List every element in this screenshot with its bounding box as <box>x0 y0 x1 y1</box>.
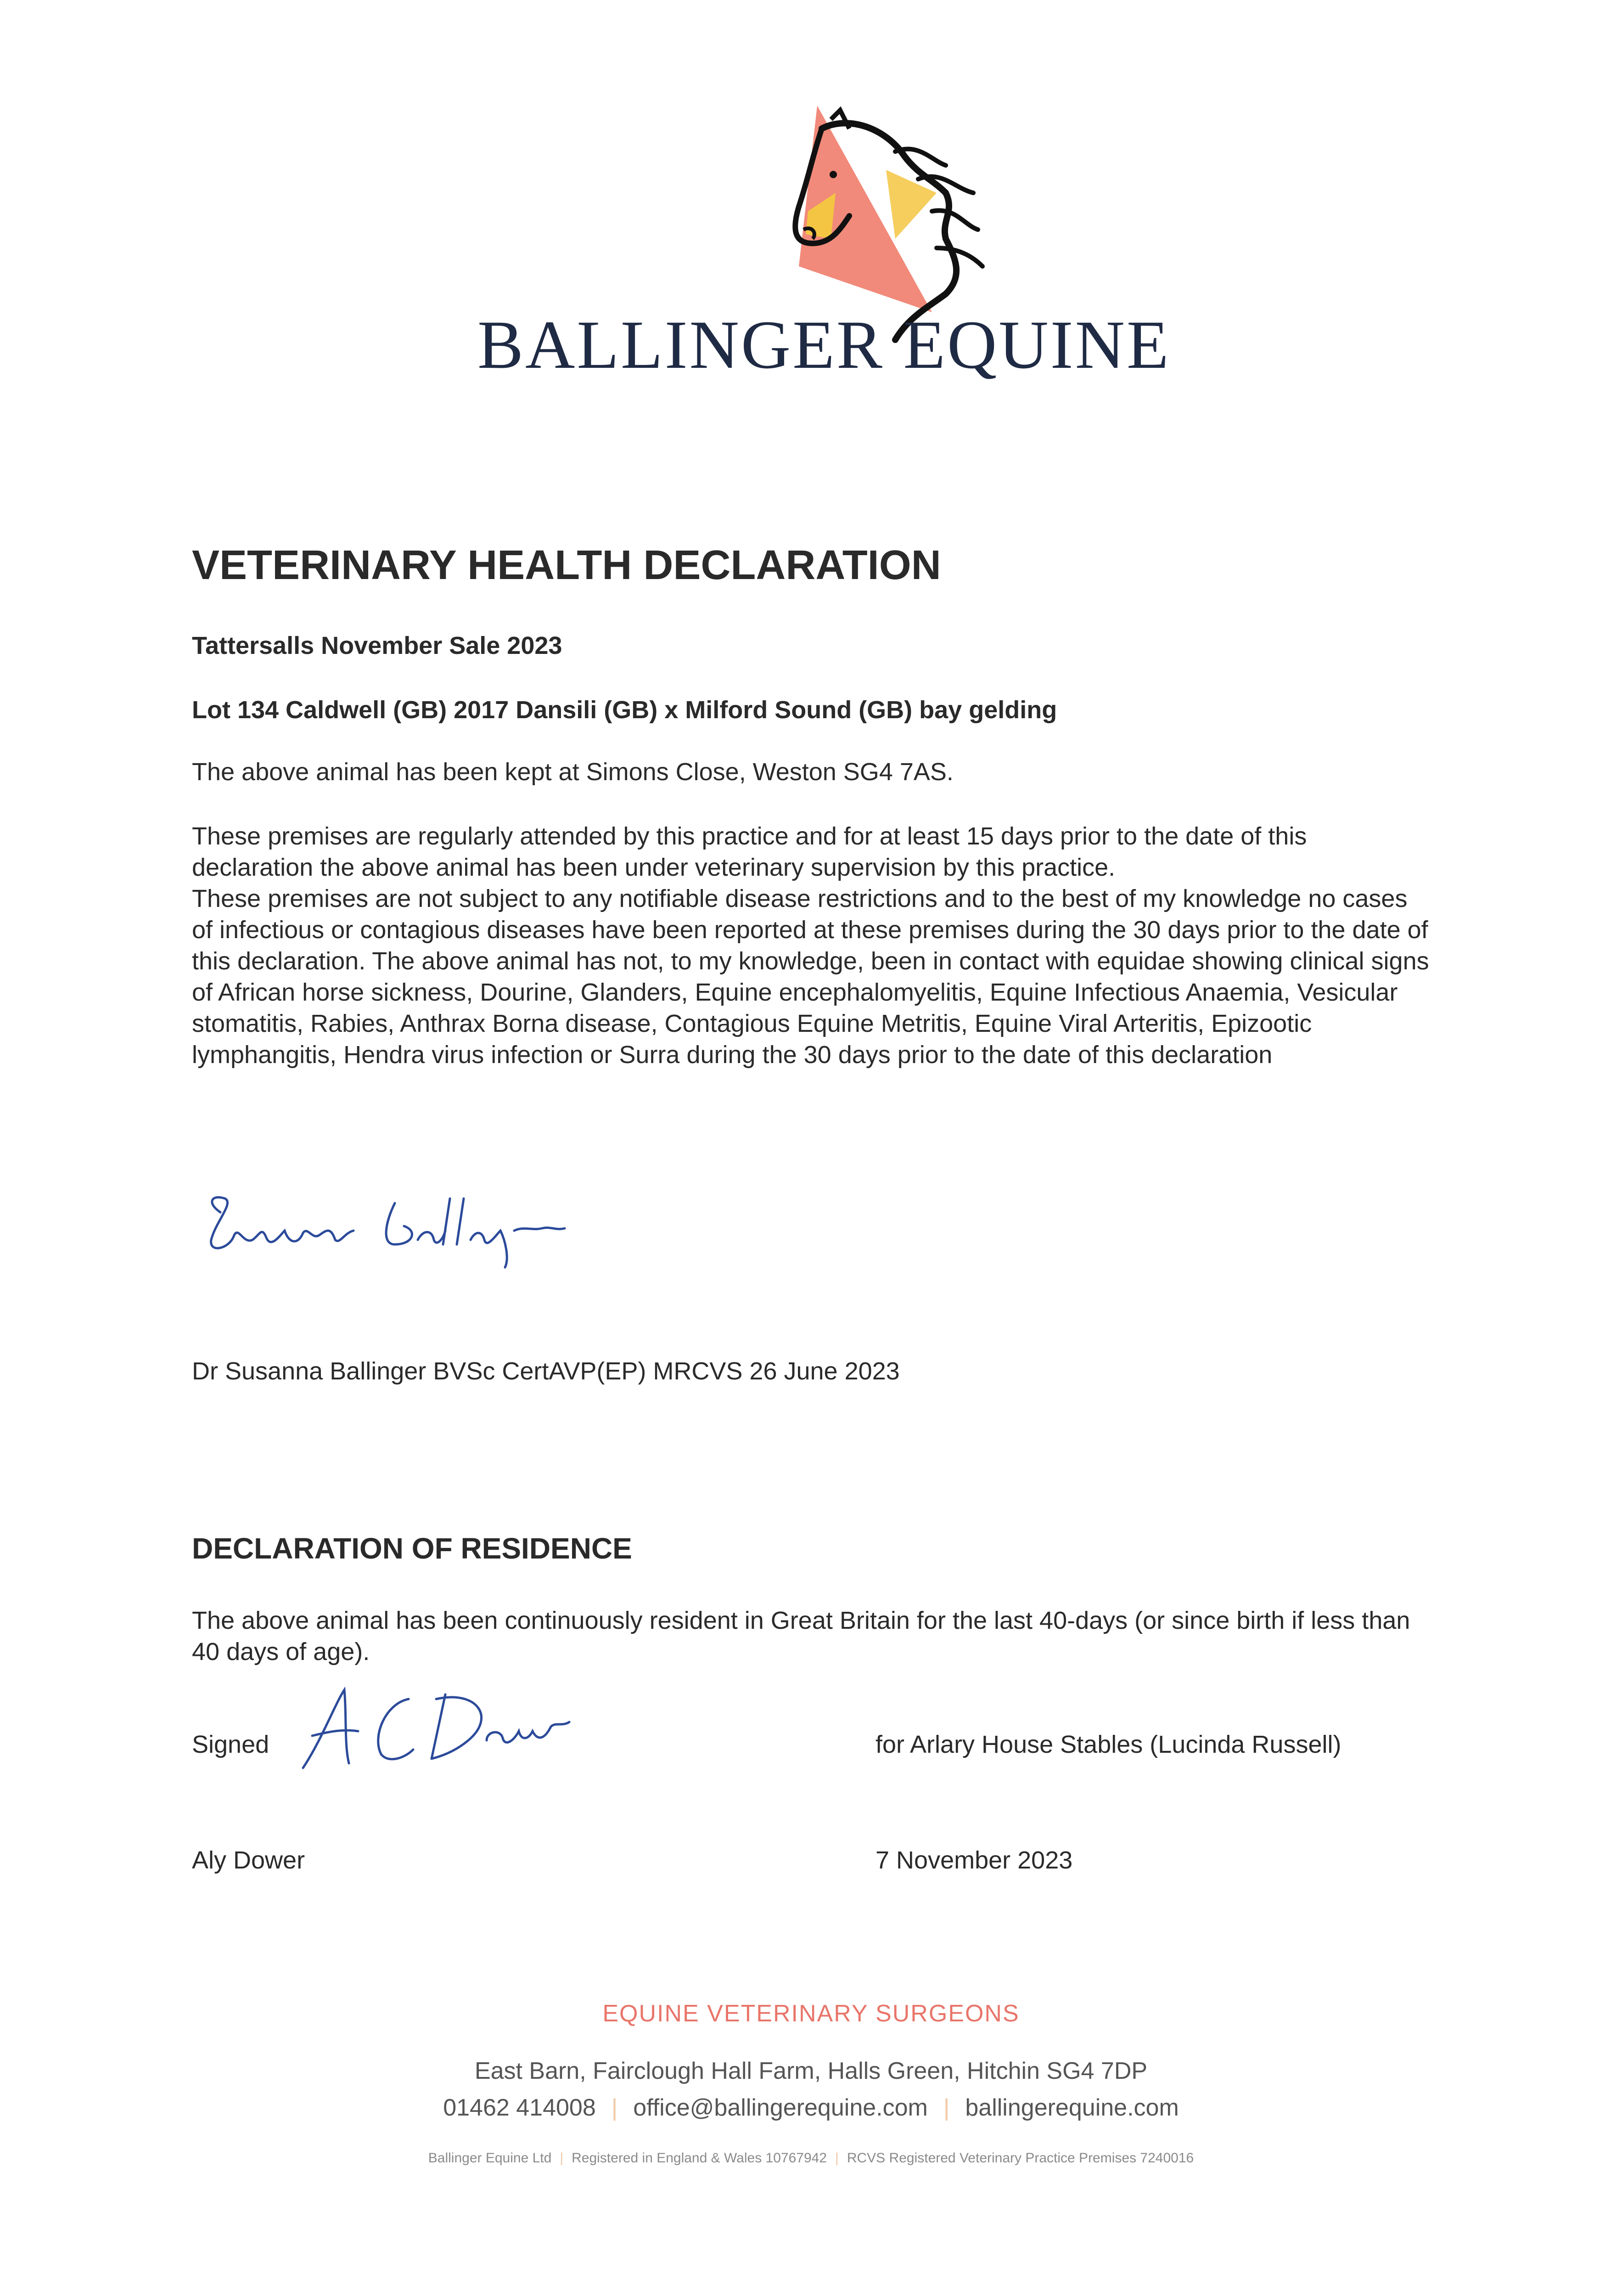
footer-company: Ballinger Equine Ltd <box>428 2150 552 2166</box>
footer-address: East Barn, Fairclough Hall Farm, Halls Green, Hitchin SG4 7DP <box>474 2058 1148 2084</box>
brand-name: BALLINGER EQUINE <box>477 307 1171 383</box>
vet-credentials: Dr Susanna Ballinger BVSc CertAVP(EP) MRCVS 26 June 2023 <box>192 1357 900 1385</box>
footer-contact: 01462 414008 | office@ballingerequine.com | ballingerequine.com <box>443 2094 1179 2121</box>
footer-phone: 01462 414008 <box>443 2094 596 2121</box>
supervision-paragraph: These premises are regularly attended by this practice and for at least 15 days prior to the date of this declaration the above animal has been under veterinary supervision by this practice. <box>192 822 1307 881</box>
footer-website[interactable]: ballingerequine.com <box>965 2094 1179 2121</box>
residence-paragraph: The above animal has been continuously resident in Great Britain for the last 40-days (or since birth if less than 40 days of age). <box>192 1607 1410 1666</box>
lot-description: Lot 134 Caldwell (GB) 2017 Dansili (GB) x Milford Sound (GB) bay gelding <box>192 696 1057 724</box>
vet-signature <box>202 1176 578 1277</box>
residence-title: DECLARATION OF RESIDENCE <box>192 1532 632 1565</box>
premises-statement: The above animal has been kept at Simons Close, Weston SG4 7AS. <box>192 758 954 786</box>
footer-rcvs: RCVS Registered Veterinary Practice Premises 7240016 <box>847 2150 1194 2166</box>
footer-title: EQUINE VETERINARY SURGEONS <box>602 2000 1020 2027</box>
residence-signature <box>294 1676 578 1777</box>
disease-paragraph: These premises are not subject to any notifiable disease restrictions and to the best of my knowledge no cases of infectious or contagious diseases have been reported at these premises during the 30 days prior to the date of this declaration. The above animal has not, to my knowledge, been in contact with equidae showing clinical signs of African horse sickness, Dourine, Glanders, Equine encephalomyelitis, Equine Infectious Anaemia, Vesicular stomatitis, Rabies, Anthrax Borna disease, Contagious Equine Metritis, Equine Viral Arteritis, Epizootic lymphangitis, Hendra virus infection or Surra during the 30 days prior to the date of this declaration <box>192 885 1429 1069</box>
signer-name: Aly Dower <box>192 1846 305 1874</box>
footer-legal: Ballinger Equine Ltd | Registered in England & Wales 10767942 | RCVS Registered Veterinary Practice Premises 7240016 <box>428 2150 1194 2166</box>
footer-registration: Registered in England & Wales 10767942 <box>572 2150 827 2166</box>
signed-label: Signed <box>192 1731 269 1758</box>
declaration-date: 7 November 2023 <box>876 1846 1073 1874</box>
page-title: VETERINARY HEALTH DECLARATION <box>192 542 941 588</box>
sale-name: Tattersalls November Sale 2023 <box>192 632 562 659</box>
stables-line: for Arlary House Stables (Lucinda Russell) <box>876 1731 1341 1758</box>
footer-email[interactable]: office@ballingerequine.com <box>633 2094 928 2121</box>
